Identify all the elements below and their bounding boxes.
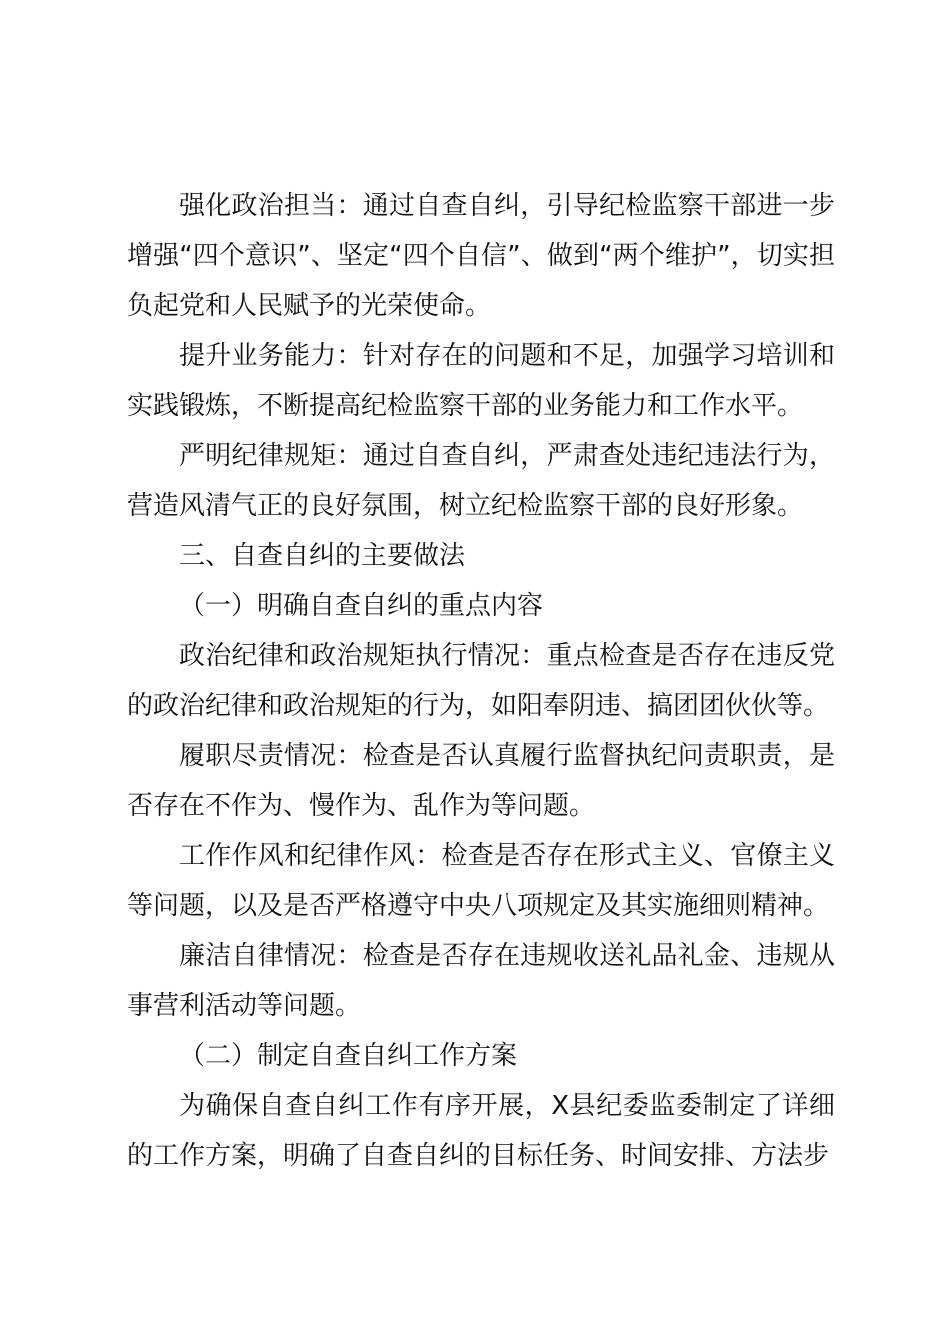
paragraph-integrity: 廉洁自律情况：检查是否存在违规收送礼品礼金、违规从事营利活动等问题。 xyxy=(127,941,835,1021)
paragraph-duty-performance: 履职尽责情况：检查是否认真履行监督执纪问责职责，是否存在不作为、慢作为、乱作为等问题。 xyxy=(127,741,835,821)
subsection-heading-work-plan: （二）制定自查自纠工作方案 xyxy=(179,1041,518,1071)
section-heading-main-practices: 三、自查自纠的主要做法 xyxy=(179,541,466,571)
paragraph-strict-discipline: 严明纪律规矩：通过自查自纠，严肃查处违纪违法行为，营造风清气正的良好氛围，树立纪检监察干部的良好形象。 xyxy=(127,441,835,521)
paragraph-strengthen-political-responsibility: 强化政治担当：通过自查自纠，引导纪检监察干部进一步增强“四个意识”、坚定“四个自信”、做到“两个维护”，切实担负起党和人民赋予的光荣使命。 xyxy=(127,191,835,321)
document-body xyxy=(127,181,835,1181)
paragraph-work-plan: 为确保自查自纠工作有序开展，X县纪委监委制定了详细的工作方案，明确了自查自纠的目标任务、时间安排、方法步 xyxy=(127,1091,835,1171)
paragraph-work-style: 工作作风和纪律作风：检查是否存在形式主义、官僚主义等问题，以及是否严格遵守中央八项规定及其实施细则精神。 xyxy=(127,841,835,921)
paragraph-political-discipline: 政治纪律和政治规矩执行情况：重点检查是否存在违反党的政治纪律和政治规矩的行为，如阳奉阴违、搞团团伙伙等。 xyxy=(127,641,835,721)
subsection-heading-key-content: （一）明确自查自纠的重点内容 xyxy=(179,591,544,621)
paragraph-improve-professional-ability: 提升业务能力：针对存在的问题和不足，加强学习培训和实践锻炼，不断提高纪检监察干部的业务能力和工作水平。 xyxy=(127,341,835,421)
